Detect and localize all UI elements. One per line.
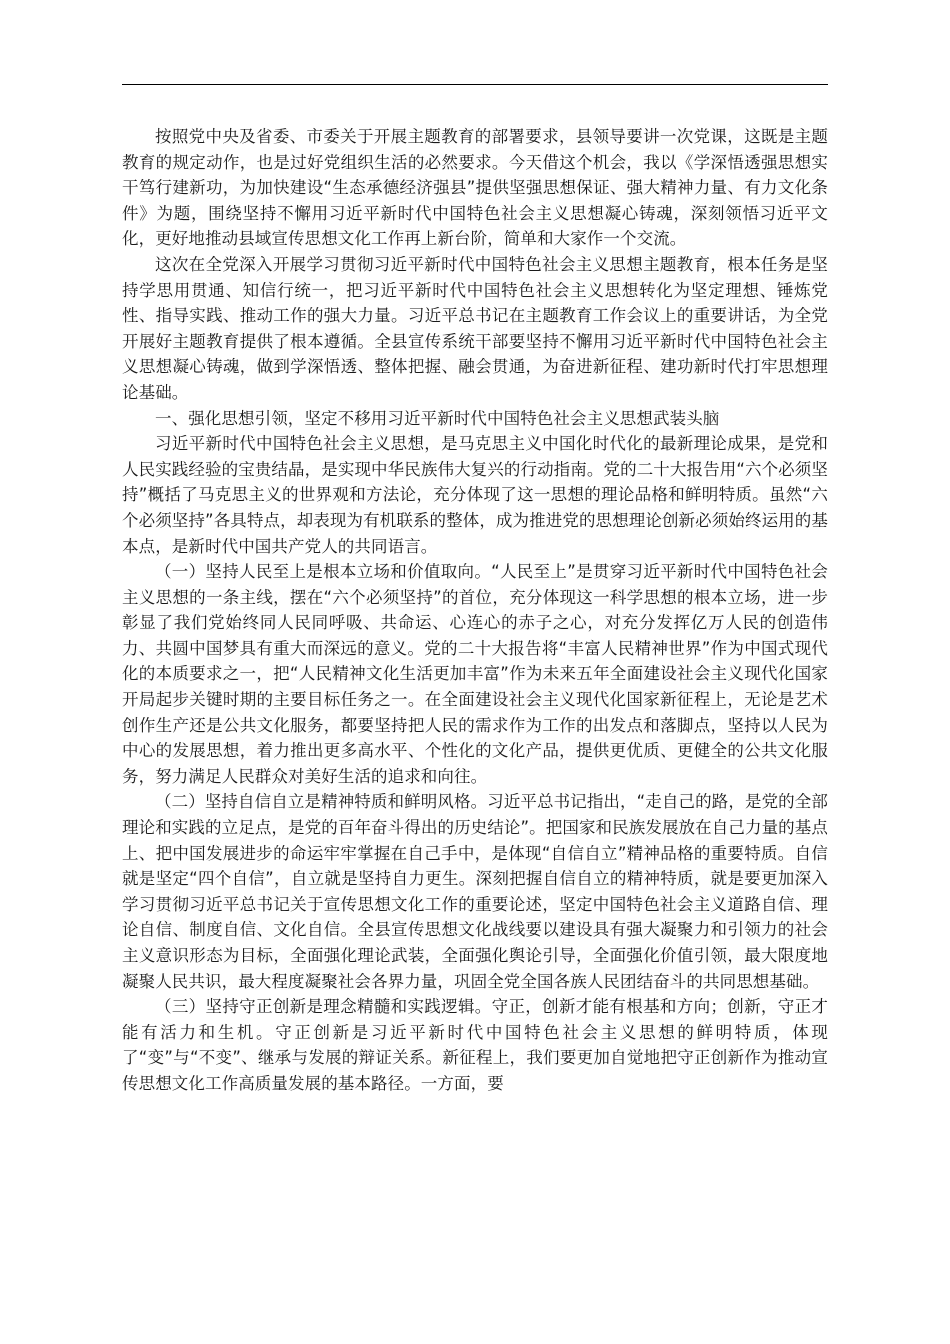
paragraph-intro: 按照党中央及省委、市委关于开展主题教育的部署要求，县领导要讲一次党课，这既是主题教育的规定动作，也是过好党组织生活的必然要求。今天借这个机会，我以《学深悟透强思想实干笃行建新功，为加快建设“生态承德经济强县”提供坚强思想保证、强大精神力量、有力文化条件》为题，围绕坚持不懈用习近平新时代中国特色社会主义思想凝心铸魂，深刻领悟习近平文化，更好地推动县域宣传思想文化工作再上新台阶，简单和大家作一个交流。: [122, 127, 828, 249]
paragraph-thought: 习近平新时代中国特色社会主义思想，是马克思主义中国化时代化的最新理论成果，是党和人民实践经验的宝贵结晶，是实现中华民族伟大复兴的行动指南。党的二十大报告用“六个必须坚持”概括了马克思主义的世界观和方法论，充分体现了这一思想的理论品格和鲜明特质。虽然“六个必须坚持”各具特点，却表现为有机联系的整体，成为推进党的思想理论创新必须始终运用的基本点，是新时代中国共产党人的共同语言。: [122, 434, 828, 556]
header-rule: [122, 84, 828, 85]
document-body: [122, 124, 828, 1097]
section-heading-1: 一、强化思想引领，坚定不移用习近平新时代中国特色社会主义思想武装头脑: [155, 408, 720, 428]
paragraph-task: 这次在全党深入开展学习贯彻习近平新时代中国特色社会主义思想主题教育，根本任务是坚持学思用贯通、知信行统一，把习近平新时代中国特色社会主义思想转化为坚定理想、锤炼党性、指导实践、推动工作的强大力量。习近平总书记在主题教育工作会议上的重要讲话，为全党开展好主题教育提供了根本遵循。全县宣传系统干部要坚持不懈用习近平新时代中国特色社会主义思想凝心铸魂，做到学深悟透、整体把握、融会贯通，为奋进新征程、建功新时代打牢思想理论基础。: [122, 254, 828, 402]
paragraph-point-1: （一）坚持人民至上是根本立场和价值取向。“人民至上”是贯穿习近平新时代中国特色社会主义思想的一条主线，摆在“六个必须坚持”的首位，充分体现这一科学思想的根本立场，进一步彰显了我们党始终同人民同呼吸、共命运、心连心的赤子之心，对充分发挥亿万人民的创造伟力、共圆中国梦具有重大而深远的意义。党的二十大报告将“丰富人民精神世界”作为中国式现代化的本质要求之一，把“人民精神文化生活更加丰富”作为未来五年全面建设社会主义现代化国家开局起步关键时期的主要目标任务之一。在全面建设社会主义现代化国家新征程上，无论是艺术创作生产还是公共文化服务，都要坚持把人民的需求作为工作的出发点和落脚点，坚持以人民为中心的发展思想，着力推出更多高水平、个性化的文化产品，提供更优质、更健全的公共文化服务，努力满足人民群众对美好生活的追求和向往。: [122, 562, 828, 786]
paragraph-point-2: （二）坚持自信自立是精神特质和鲜明风格。习近平总书记指出，“走自己的路，是党的全部理论和实践的立足点，是党的百年奋斗得出的历史结论”。把国家和民族发展放在自己力量的基点上、把中国发展进步的命运牢牢掌握在自己手中，是体现“自信自立”精神品格的重要特质。自信就是坚定“四个自信”，自立就是坚持自力更生。深刻把握自信自立的精神特质，就是要更加深入学习贯彻习近平总书记关于宣传思想文化工作的重要论述，坚定中国特色社会主义道路自信、理论自信、制度自信、文化自信。全县宣传思想文化战线要以建设具有强大凝聚力和引领力的社会主义意识形态为目标，全面强化理论武装，全面强化舆论引导，全面强化价值引领，最大限度地凝聚人民共识，最大程度凝聚社会各界力量，巩固全党全国各族人民团结奋斗的共同思想基础。: [122, 792, 828, 991]
paragraph-point-3: （三）坚持守正创新是理念精髓和实践逻辑。守正，创新才能有根基和方向；创新，守正才能有活力和生机。守正创新是习近平新时代中国特色社会主义思想的鲜明特质，体现了“变”与“不变”、继承与发展的辩证关系。新征程上，我们要更加自觉地把守正创新作为推动宣传思想文化工作高质量发展的基本路径。一方面，要: [122, 997, 828, 1093]
